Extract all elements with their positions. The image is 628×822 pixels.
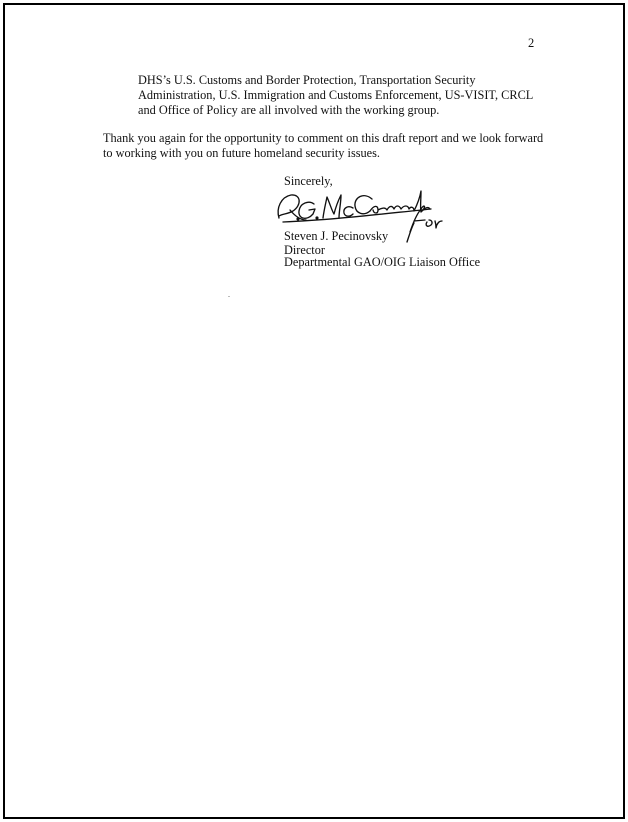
page-number: 2 xyxy=(528,36,535,50)
signer-title: Director xyxy=(284,243,325,257)
signer-office: Departmental GAO/OIG Liaison Office xyxy=(284,255,481,269)
paragraph-line: Administration, U.S. Immigration and Customs Enforcement, US-VISIT, CRCL xyxy=(138,88,534,102)
signer-name: Steven J. Pecinovsky xyxy=(284,229,389,243)
scan-speck xyxy=(228,296,230,297)
paragraph-line: Thank you again for the opportunity to comment on this draft report and we look forward xyxy=(103,131,544,145)
paragraph-line: and Office of Policy are all involved with the working group. xyxy=(138,103,440,117)
document-page xyxy=(3,3,625,819)
paragraph-line: DHS’s U.S. Customs and Border Protection, Transportation Security xyxy=(138,73,476,87)
salutation: Sincerely, xyxy=(284,174,333,188)
paragraph-line: to working with you on future homeland security issues. xyxy=(103,146,380,160)
